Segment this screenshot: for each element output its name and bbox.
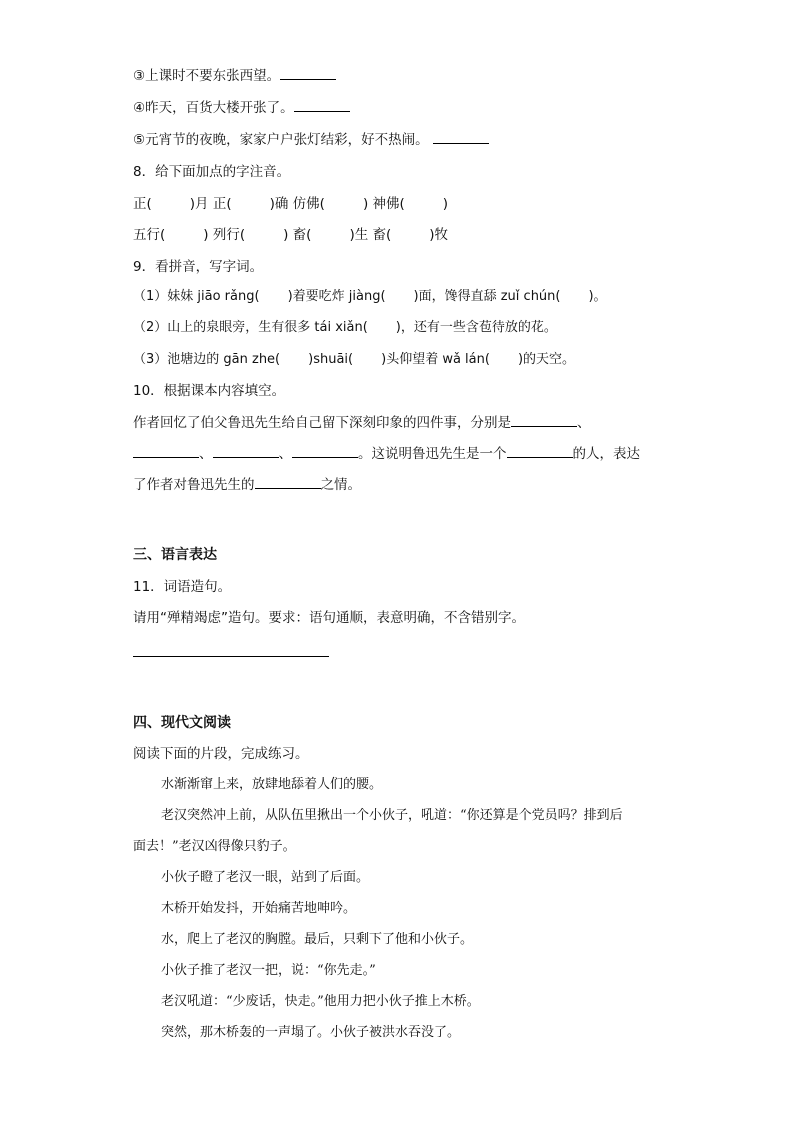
- item-5: [133, 130, 489, 150]
- q10-sep: 、: [278, 446, 292, 462]
- q10-title: 10．根据课本内容填空。: [133, 383, 286, 399]
- answer-blank[interactable]: [133, 444, 199, 458]
- q10-line3: [133, 475, 361, 495]
- q9-text: )头仰望着 wǎ lán(: [381, 352, 490, 367]
- q8-title: 8．给下面加点的字注音。: [133, 164, 291, 180]
- q9-text: )。: [588, 289, 607, 304]
- q9-line1: [133, 287, 607, 307]
- passage-paragraph: 老汉吼道：“少废话，快走。”他用力把小伙子推上木桥。: [161, 994, 480, 1009]
- item-5-text: ⑤元宵节的夜晚，家家户户张灯结彩，好不热闹。: [133, 132, 429, 148]
- q9-text: )shuāi(: [308, 352, 354, 367]
- q10-sep: 、: [199, 446, 213, 462]
- q8-text: ) 畜(: [283, 227, 312, 243]
- q9-line3: [133, 350, 575, 370]
- item-4: [133, 98, 350, 118]
- q9-line2: [133, 318, 557, 338]
- item-3: [133, 66, 336, 86]
- q8-text: )确 仿佛(: [269, 196, 325, 212]
- q10-line2: [133, 444, 640, 464]
- passage-paragraph-cont: 面去！”老汉凶得像只豹子。: [133, 839, 296, 854]
- q11-text: 请用“殚精竭虑”造句。要求：语句通顺，表意明确，不含错别字。: [133, 610, 525, 626]
- q8-row1: [133, 194, 448, 214]
- item-4-text: ④昨天，百货大楼开张了。: [133, 100, 294, 116]
- answer-line[interactable]: [133, 656, 329, 657]
- q9-text: （1）妹妹 jiāo rǎng(: [133, 289, 260, 304]
- q9-text: （3）池塘边的 gān zhe(: [133, 352, 281, 367]
- q8-text: )月 正(: [189, 196, 232, 212]
- answer-blank[interactable]: [213, 444, 279, 458]
- q8-text: ) 神佛(: [362, 196, 405, 212]
- passage-paragraph: 木桥开始发抖，开始痛苦地呻吟。: [161, 901, 357, 916]
- answer-blank[interactable]: [433, 130, 489, 144]
- reading-intro: 阅读下面的片段，完成练习。: [133, 746, 309, 762]
- q10-sep: 、: [577, 415, 591, 431]
- q8-text: )牧: [429, 227, 449, 243]
- q8-text: )生 畜(: [349, 227, 392, 243]
- q10-text: 了作者对鲁迅先生的: [133, 477, 255, 493]
- passage-paragraph: 突然，那木桥轰的一声塌了。小伙子被洪水吞没了。: [161, 1025, 461, 1040]
- section4-heading: 四、现代文阅读: [133, 715, 231, 731]
- q9-text: )着要吃炸 jiàng(: [287, 289, 386, 304]
- answer-blank[interactable]: [292, 444, 358, 458]
- q8-text: ) 列行(: [203, 227, 246, 243]
- passage-paragraph: 水，爬上了老汉的胸膛。最后，只剩下了他和小伙子。: [161, 932, 474, 947]
- q9-text: )面，馋得直舔 zuǐ chún(: [413, 289, 561, 304]
- answer-blank[interactable]: [507, 444, 573, 458]
- section3-heading: 三、语言表达: [133, 547, 217, 563]
- passage-paragraph: 水渐渐窜上来，放肆地舔着人们的腰。: [161, 777, 383, 792]
- q10-text: 之情。: [320, 477, 361, 493]
- passage-paragraph: 小伙子推了老汉一把，说：“你先走。”: [161, 963, 376, 978]
- q9-title: 9．看拼音，写字词。: [133, 259, 264, 275]
- q10-line1: [133, 413, 591, 433]
- answer-blank[interactable]: [511, 413, 577, 427]
- q9-text: （2）山上的泉眼旁，生有很多 tái xiǎn(: [133, 320, 368, 335]
- q8-text: 正(: [133, 196, 152, 212]
- answer-blank[interactable]: [294, 98, 350, 112]
- item-3-text: ③上课时不要东张西望。: [133, 68, 281, 84]
- q8-text: 五行(: [133, 227, 166, 243]
- q8-text: ): [442, 196, 449, 212]
- passage-paragraph: 老汉突然冲上前，从队伍里揪出一个小伙子，吼道：“你还算是个党员吗？排到后: [161, 808, 623, 823]
- q9-text: )的天空。: [517, 352, 576, 367]
- passage-paragraph: 小伙子瞪了老汉一眼，站到了后面。: [161, 870, 370, 885]
- answer-blank[interactable]: [255, 475, 321, 489]
- q10-text: 的人，表达: [572, 446, 640, 462]
- q10-text: 作者回忆了伯父鲁迅先生给自己留下深刻印象的四件事，分别是: [133, 415, 511, 431]
- q11-title: 11．词语造句。: [133, 579, 232, 595]
- q10-text: 。这说明鲁迅先生是一个: [358, 446, 507, 462]
- answer-blank[interactable]: [280, 66, 336, 80]
- q9-text: )，还有一些含苞待放的花。: [395, 320, 557, 335]
- q8-row2: [133, 225, 448, 245]
